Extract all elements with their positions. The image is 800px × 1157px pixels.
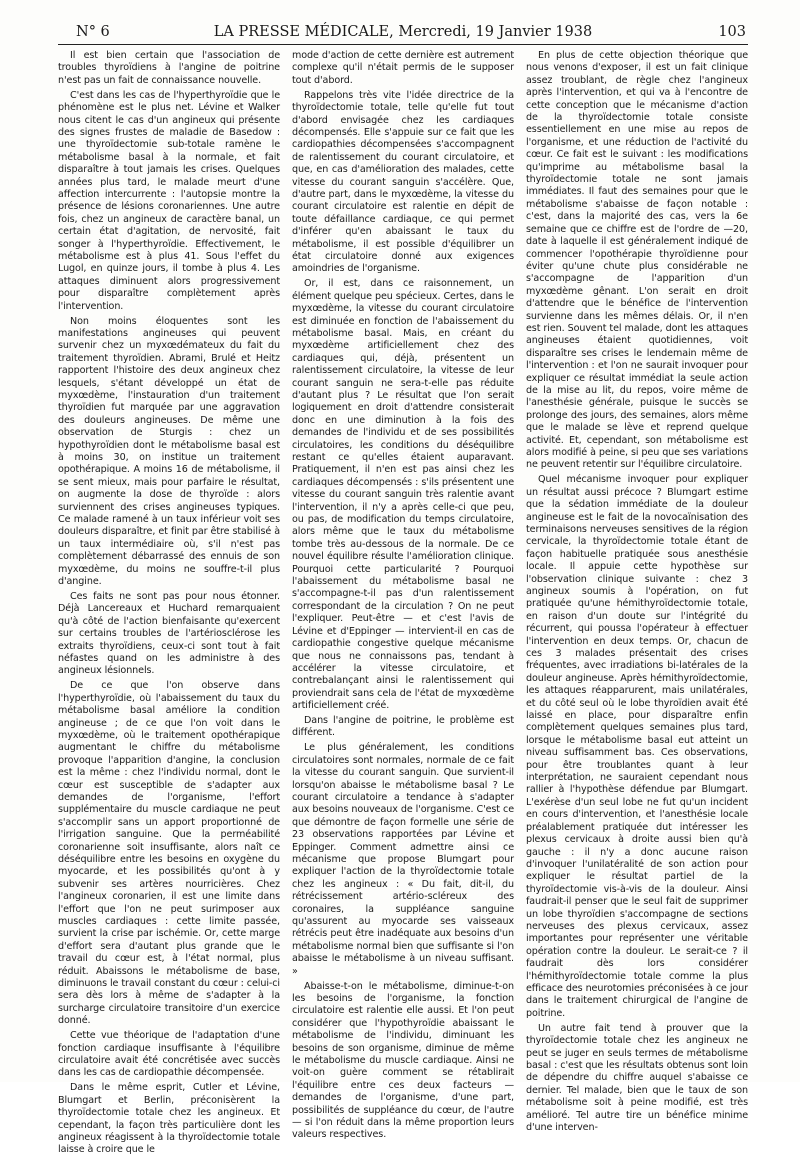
paragraph: Il est bien certain que l'association de troubles thyroïdiens à l'angine de poitrine n'est pas un fait de connaissance nouvelle. [58, 50, 280, 86]
page-number: 103 [718, 24, 746, 40]
paragraph: Dans le même esprit, Cutler et Lévine, Blumgart et Berlin, préconisèrent la thyroïdectomie totale chez les angineux. Et cependant, la façon très particulière dont les angineux réagissent à la thyroïdectomie totale laisse à croire que le [58, 1082, 280, 1156]
column-1 [58, 50, 280, 1156]
paragraph: En plus de cette objection théorique que nous venons d'exposer, il est un fait clinique assez troublant, de règle chez l'angineux après l'intervention, et qui va à l'encontre de cette conception que le mécanisme d'action de la thyroïdectomie totale consiste essentiellement en une mise au repos de l'organisme, et une réduction de l'activité du cœur. Ce fait est le suivant : les modifications qu'imprime au métabolisme basal la thyroïdectomie totale ne sont jamais immédiates. Il faut des semaines pour que le métabolisme s'abaisse de façon notable : c'est, dans la majorité des cas, vers la 6e semaine que ce chiffre est de l'ordre de —20, date à laquelle il est généralement indiqué de commencer l'opothérapie thyroïdienne pour éviter qu'une chute plus considérable ne s'accompagne de l'apparition d'un myxœdème gênant. L'on serait en droit d'attendre que le bénéfice de l'intervention survienne dans les mêmes délais. Or, il n'en est rien. Souvent tel malade, dont les attaques angineuses étaient quotidiennes, voit disparaître ses crises le lendemain même de l'intervention : et l'on ne saurait invoquer pour expliquer ce résultat immédiat la seule action de la mise au lit, du repos, voire même de l'anesthésie générale, puisque le succès se prolonge des jours, des semaines, alors même que le malade se lève et reprend quelque activité. Et, cependant, son métabolisme est alors modifié à peine, si peu que ses variations ne peuvent retentir sur l'équilibre circulatoire. [526, 50, 748, 471]
paragraph: Quel mécanisme invoquer pour expliquer un résultat aussi précoce ? Blumgart estime que la sédation immédiate de la douleur angineuse est le fait de la novocaïnisation des terminaisons nerveuses sensitives de la région cervicale, la thyroïdectomie totale étant de façon habituelle pratiquée sous anesthésie locale. Il appuie cette hypothèse sur l'observation clinique suivante : chez 3 angineux soumis à l'opération, on fut pratiquée qu'une hémithyroïdectomie totale, en raison d'un doute sur l'intégrité du récurrent, qui poussa l'opérateur à effectuer l'intervention en deux temps. Or, chacun de ces 3 malades présentait des crises fréquentes, avec irradiations bi-latérales de la douleur angineuse. Après hémithyroïdectomie, les attaques réapparurent, mais unilatérales, et du côté seul où le lobe thyroïdien avait été laissé en place, pour disparaître enfin complètement quelques semaines plus tard, lorsque le métabolisme basal eut atteint un niveau suffisamment bas. Ces observations, pour être troublantes quant à leur interprétation, ne sauraient cependant nous rallier à l'hypothèse défendue par Blumgart. L'exérèse d'un seul lobe ne fut qu'un incident en cours d'intervention, et l'anesthésie locale préalablement pratiquée dut intéresser les plexus cervicaux à droite aussi bien qu'à gauche : il n'y a donc aucune raison d'invoquer l'unilatéralité de son action pour expliquer le résultat partiel de la thyroïdectomie vis-à-vis de la douleur. Ainsi faudrait-il penser que le seul fait de supprimer un lobe thyroïdien s'accompagne de sections nerveuses des plexus cervicaux, assez importantes pour représenter une véritable opération contre la douleur. Le serait-ce ? il faudrait dès lors considérer l'hémithyroïdectomie totale comme la plus efficace des neurotomies préconisées à ce jour dans le traitement chirurgical de l'angine de poitrine. [526, 474, 748, 1019]
paragraph: Ces faits ne sont pas pour nous étonner. Déjà Lancereaux et Huchard remarquaient qu'à côté de l'action bienfaisante qu'exercent sur certains troubles de l'artériosclérose les extraits thyroïdiens, ceux-ci sont tout à fait néfastes quand on les administre à des angineux lésionnels. [58, 590, 280, 677]
paragraph: De ce que l'on observe dans l'hyperthyroïdie, où l'abaissement du taux du métabolisme basal améliore la condition angineuse ; de ce que l'on voit dans le myxœdème, où le traitement opothérapique augmentant le chiffre du métabolisme provoque l'apparition d'angine, la conclusion est la même : chez l'individu normal, dont le cœur est susceptible de s'adapter aux demandes de l'organisme, l'effort supplémentaire du muscle cardiaque ne peut s'accomplir sans un apport proportionné de l'irrigation sanguine. Que la perméabilité coronarienne soit insuffisante, alors naît ce déséquilibre entre les besoins en oxygène du myocarde, et les possibilités qu'ont à y subvenir ses artères nourricières. Chez l'angineux coronarien, il est une limite dans l'effort que l'on ne peut surimposer aux muscles cardiaques : cette limite passée, survient la crise par ischémie. Or, cette marge d'effort sera d'autant plus grande que le travail du cœur est, à l'état normal, plus réduit. Abaissons le métabolisme de base, diminuons le travail constant du cœur : celui-ci sera dès lors à même de s'adapter à la surcharge circulatoire transitoire d'un exercice donné. [58, 680, 280, 1027]
paragraph: Dans l'angine de poitrine, le problème est différent. [292, 715, 514, 739]
paragraph: Le plus généralement, les conditions circulatoires sont normales, normale de ce fait la vitesse du courant sanguin. Que survient-il lorsqu'on abaisse le métabolisme basal ? Le courant circulatoire a tendance à s'adapter aux besoins nouveaux de l'organisme. C'est ce que démontre de façon formelle une série de 23 observations rapportées par Lévine et Eppinger. Comment admettre ainsi ce mécanisme que propose Blumgart pour expliquer l'action de la thyroïdectomie totale chez les angineux : « Du fait, dit-il, du rétrécissement artério-scléreux des coronaires, la suppléance sanguine qu'assurent au myocarde ses vaisseaux rétrécis peut être inadéquate aux besoins d'un métabolisme normal bien que suffisante si l'on abaisse le métabolisme à un niveau suffisant. » [292, 742, 514, 977]
column-3 [526, 50, 748, 1133]
issue-number: N° 6 [76, 24, 110, 40]
column-2 [292, 50, 514, 1141]
paragraph: Cette vue théorique de l'adaptation d'une fonction cardiaque insuffisante à l'équilibre circulatoire avait été concrétisée avec succès dans les cas de cardiopathie décompensée. [58, 1030, 280, 1079]
paragraph: Non moins éloquentes sont les manifestations angineuses qui peuvent survenir chez un myxœdémateux du fait du traitement thyroïdien. Abrami, Brulé et Heitz rapportent l'histoire des deux angineux chez lesquels, s'étant développé un état de myxœdème, l'instauration d'un traitement thyroïdien fut marquée par une aggravation des douleurs angineuses. De même une observation de Sturgis : chez un hypothyroïdien dont le métabolisme basal est à moins 30, on institue un traitement opothérapique. A moins 16 de métabolisme, il se sent mieux, mais pour parfaire le résultat, on augmente la dose de thyroïde : alors surviennent des crises angineuses typiques. Ce malade ramené à un taux inférieur voit ses douleurs disparaître, et finit par être stabilisé à un taux intermédiaire où, s'il n'est pas complètement débarrassé des ennuis de son myxœdème, du moins ne souffre-t-il plus d'angine. [58, 315, 280, 588]
journal-title: LA PRESSE MÉDICALE, Mercredi, 19 Janvier 1938 [213, 24, 593, 40]
paragraph: Abaisse-t-on le métabolisme, diminue-t-on les besoins de l'organisme, la fonction circulatoire est ralentie elle aussi. Et l'on peut considérer que l'hypothyroïdie abaissant le métabolisme de l'individu, diminuant les besoins de son organisme, diminue de même le métabolisme du muscle cardiaque. Ainsi ne voit-on guère comment se rétablirait l'équilibre entre ces deux facteurs — demandes de l'organisme, d'une part, possibilités de suppléance du cœur, de l'autre — si l'on réduit dans la même proportion leurs valeurs respectives. [292, 980, 514, 1141]
paragraph: Un autre fait tend à prouver que la thyroïdectomie totale chez les angineux ne peut se juger en seuls termes de métabolisme basal : c'est que les résultats obtenus sont loin de dépendre du chiffre auquel s'abaisse ce dernier. Tel malade, bien que le taux de son métabolisme soit à peine modifié, est très amélioré. Tel autre tire un bénéfice minime d'une interven- [526, 1022, 748, 1133]
paragraph: mode d'action de cette dernière est autrement complexe qu'il n'était permis de le supposer tout d'abord. [292, 50, 514, 86]
article-body [58, 50, 748, 1156]
page-header [58, 22, 748, 45]
paragraph: Rappelons très vite l'idée directrice de la thyroïdectomie totale, telle qu'elle fut tout d'abord envisagée chez les cardiaques décompensés. Elle s'appuie sur ce fait que les cardiopathies décompensées s'accompagnent de ralentissement du courant circulatoire, et que, en cas d'amélioration des malades, cette vitesse du courant sanguin s'accélère. Que, d'autre part, dans le myxœdème, la vitesse du courant circulatoire est ralentie en dépit de toute défaillance cardiaque, ce qui permet d'inférer qu'en abaissant le taux du métabolisme, il est possible d'équilibrer un état circulatoire donné aux exigences amoindries de l'organisme. [292, 89, 514, 275]
paragraph: C'est dans les cas de l'hyperthyroïdie que le phénomène est le plus net. Lévine et Walker nous citent le cas d'un angineux qui présente des signes frustes de maladie de Basedow : une thyroïdectomie sub-totale ramène le métabolisme basal à la normale, et fait disparaître à tout jamais les crises. Quelques années plus tard, le malade meurt d'une affection intercurrente : l'autopsie montre la présence de lésions coronariennes. Une autre fois, chez un angineux de caractère banal, un certain état d'agitation, de nervosité, fait songer à l'hyperthyroïdie. Effectivement, le métabolisme est à plus 41. Sous l'effet du Lugol, en quinze jours, il tombe à plus 4. Les attaques diminuent alors progressivement pour disparaître complètement après l'intervention. [58, 89, 280, 312]
paragraph: Or, il est, dans ce raisonnement, un élément quelque peu spécieux. Certes, dans le myxœdème, la vitesse du courant circulatoire est diminuée en fonction de l'abaissement du métabolisme basal. Mais, en créant du myxœdème artificiellement chez des cardiaques qui, déjà, présentent un ralentissement circulatoire, la vitesse de leur courant sanguin ne sera-t-elle pas réduite d'autant plus ? Le résultat que l'on serait logiquement en droit d'attendre consisterait donc en une diminution à la fois des demandes de l'individu et de ses possibilités circulatoires, les conditions du déséquilibre restant ce qu'elles étaient auparavant. Pratiquement, il n'en est pas ainsi chez les cardiaques décompensés : s'ils présentent une vitesse du courant sanguin très ralentie avant l'intervention, il n'y a après celle-ci que peu, ou pas, de modification du temps circulatoire, alors même que le taux du métabolisme tombe très au-dessous de la normale. De ce nouvel équilibre résulte l'amélioration clinique. Pourquoi cette particularité ? Pourquoi l'abaissement du métabolisme basal ne s'accompagne-t-il pas d'un ralentissement correspondant de la circulation ? On ne peut l'expliquer. Peut-être — et c'est l'avis de Lévine et d'Eppinger — intervient-il en cas de cardiopathie congestive quelque mécanisme que nous ne connaissons pas, tendant à accélérer la vitesse circulatoire, et contrebalançant ainsi le ralentissement qui proviendrait sans cela de l'état de myxœdème artificiellement créé. [292, 278, 514, 712]
